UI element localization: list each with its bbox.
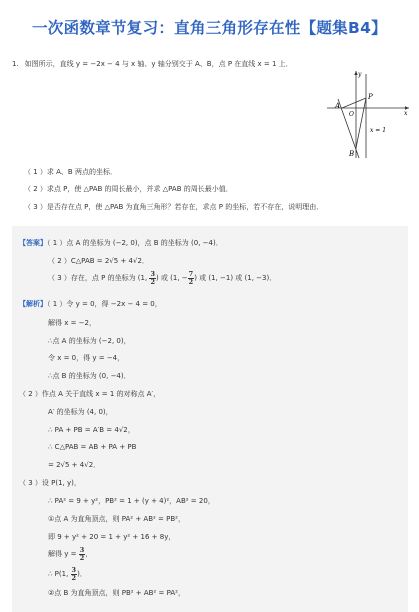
analysis-line-14: 即 9 + y² + 20 = 1 + y² + 16 + 8y， [48, 533, 176, 541]
analysis-line-10: = 2√5 + 4√2． [48, 461, 101, 469]
analysis-line-4: 令 x = 0，得 y = −4， [48, 354, 125, 362]
fraction-7-over-2: $\frac{7}{2}$ [188, 270, 194, 286]
solution-panel [12, 226, 408, 612]
analysis-line-6: （ 2 ）作点 A 关于直线 x = 1 的对称点 A′， [19, 390, 161, 398]
label-O: O [349, 111, 354, 118]
coordinate-figure [325, 68, 411, 160]
analysis-line-15: 解得 y = $\frac{3}{2}$ ， [48, 546, 93, 562]
analysis-tag: 【解析】 [19, 300, 47, 308]
analysis-line-13: ①点 A 为直角顶点，则 PA² + AB² = PB²， [48, 515, 185, 523]
label-P: P [368, 93, 373, 101]
analysis-line-16: ∴ P(1, $\frac{3}{2}$ )． [48, 566, 87, 582]
analysis-line-2: 解得 x = −2， [48, 319, 97, 327]
answer-line-1: 【答案】（ 1 ）点 A 的坐标为 (−2, 0)，点 B 的坐标为 (0, −4)． [19, 239, 223, 247]
analysis-line-7: A′ 的坐标为 (4, 0)， [48, 408, 113, 416]
segment-PB [356, 98, 366, 148]
label-A: A [335, 102, 341, 110]
label-B: B [349, 150, 355, 158]
analysis-line-11: （ 3 ）设 P(1, y)， [19, 479, 81, 487]
analysis-line-1: 【解析】（ 1 ）令 y = 0，得 −2x − 4 = 0， [19, 300, 162, 308]
analysis-line-3: ∴点 A 的坐标为 (−2, 0)， [48, 337, 131, 345]
analysis-line-8: ∴ PA + PB = A′B = 4√2， [48, 426, 135, 434]
question-text: 如图所示，直线 y = −2x − 4 与 x 轴、y 轴分别交于 A、B，点 P 在直线 x = 1 上． [24, 60, 293, 68]
sub-question-1: （ 1 ）求 A、B 两点的坐标． [24, 168, 117, 176]
fraction-y-3-over-2: $\frac{3}{2}$ [79, 546, 85, 562]
label-line: x = 1 [370, 127, 387, 134]
sub-question-2: （ 2 ）求点 P，使 △PAB 的周长最小，并求 △PAB 的周长最小值． [24, 185, 233, 193]
answer-tag: 【答案】 [19, 239, 47, 247]
label-x: x [404, 110, 408, 117]
analysis-line-17: ②点 B 为直角顶点，则 PB² + AB² = PA²， [48, 589, 185, 597]
segment-PA [342, 98, 366, 108]
answer-line-2: （ 2 ）C△PAB = 2√5 + 4√2． [48, 257, 149, 265]
fraction-p-3-over-2: $\frac{3}{2}$ [71, 566, 77, 582]
sub-question-3: （ 3 ）是否存在点 P，使 △PAB 为直角三角形？若存在，求点 P 的坐标，若不存在，说明理由． [24, 203, 324, 211]
analysis-line-5: ∴点 B 的坐标为 (0, −4)． [48, 372, 131, 380]
answer-line-3: （ 3 ）存在，点 P 的坐标为 (1, $\frac{3}{2}$ ) 或 (1, − $\frac{7}{2}$ ) 或 (1, −1) 或 (1, −3)． [48, 270, 277, 286]
fraction-3-over-2: $\frac{3}{2}$ [150, 270, 155, 286]
analysis-line-12: ∴ PA² = 9 + y²，PB² = 1 + (y + 4)²，AB² = 20， [48, 497, 215, 505]
page-title: 一次函数章节复习：直角三角形存在性【题集B4】 [31, 19, 387, 37]
question-number: 1. [12, 60, 19, 68]
label-y: y [358, 71, 362, 78]
question-stem [12, 59, 293, 69]
analysis-line-9: ∴ C△PAB = AB + PA + PB [48, 443, 137, 451]
